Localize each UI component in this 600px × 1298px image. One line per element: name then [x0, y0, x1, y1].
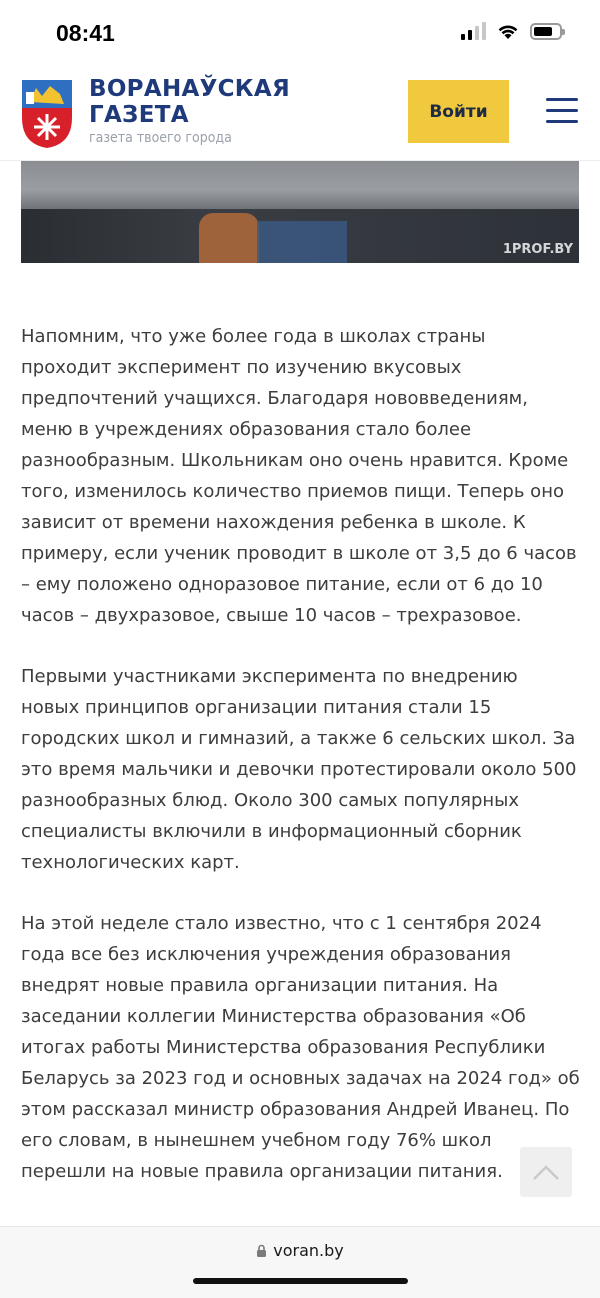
chevron-up-icon — [532, 1163, 560, 1181]
status-time: 08:41 — [56, 20, 115, 46]
lock-icon — [256, 1244, 267, 1258]
site-tagline: газета твоего города — [89, 130, 232, 146]
menu-icon[interactable] — [546, 98, 578, 124]
url-text[interactable]: voran.by — [273, 1241, 344, 1260]
site-title[interactable] — [89, 76, 290, 128]
article-hero-image — [21, 161, 579, 263]
status-icons — [461, 22, 562, 40]
signal-icon — [461, 22, 486, 40]
wifi-icon — [496, 22, 520, 40]
article-body — [21, 321, 581, 1217]
browser-address-bar[interactable] — [0, 1226, 600, 1298]
article-paragraph: На этой неделе стало известно, что с 1 сентября 2024 года все без исключения учреждения образования внедрят новые правила организации питания. На заседании коллегии Министерства образования «Об итогах работы Министерства образования Республики Беларусь за 2023 год и основных задачах на 2024 год» об этом рассказал министр образования Андрей Иванец. По его словам, в нынешнем учебном году 76% школ перешли на новые правила организации питания. — [21, 913, 580, 1182]
login-button[interactable]: Войти — [408, 80, 509, 143]
site-title-line1: ВОРАНАЎСКАЯ — [89, 76, 291, 102]
city-emblem-logo[interactable] — [20, 78, 74, 150]
image-watermark: 1PROF.BY — [502, 242, 573, 257]
scroll-to-top-button[interactable] — [520, 1147, 572, 1197]
site-title-line2: ГАЗЕТА — [89, 102, 189, 128]
battery-icon — [530, 23, 562, 40]
home-indicator — [193, 1278, 408, 1284]
status-bar — [0, 0, 600, 68]
article-paragraph: Напомним, что уже более года в школах страны проходит эксперимент по изучению вкусовых предпочтений учащихся. Благодаря нововведениям, меню в учреждениях образования стало более разнообразным. Школьникам оно очень нравится. Кроме того, изменилось количество приемов пищи. Теперь оно зависит от времени нахождения ребенка в школе. К примеру, если ученик проводит в школе от 3,5 до 6 часов – ему положено одноразовое питание, если от 6 до 10 часов – двухразовое, свыше 10 часов – трехразовое. — [21, 326, 577, 626]
site-header — [0, 68, 600, 161]
article-paragraph: Первыми участниками эксперимента по внедрению новых принципов организации питания стали 15 городских школ и гимназий, а также 6 сельских школ. За это время мальчики и девочки протестировали около 500 разнообразных блюд. Около 300 самых популярных специалисты включили в информационный сборник технологических карт. — [21, 666, 577, 873]
